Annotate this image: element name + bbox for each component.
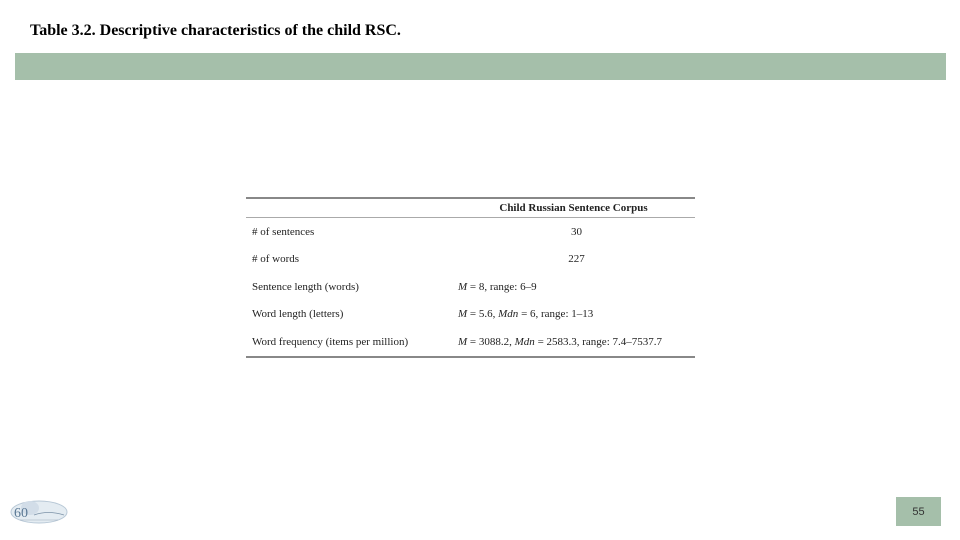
descriptive-table <box>246 197 695 358</box>
table-row <box>246 328 695 356</box>
statistic-text: = 3088.2, <box>467 335 515 348</box>
statistic-text: = 2583.3, range: 7.4–7537.7 <box>534 335 662 348</box>
table-body <box>246 218 695 356</box>
row-label: Word length (letters) <box>252 308 344 321</box>
slide-title: Table 3.2. Descriptive characteristics of the child RSC. <box>30 22 401 39</box>
table-header-corpus: Child Russian Sentence Corpus <box>452 199 695 218</box>
statistic-symbol: Mdn <box>514 335 535 348</box>
row-label: # of sentences <box>252 225 315 238</box>
page-number: 55 <box>896 497 941 526</box>
row-value: 30 <box>571 225 582 238</box>
row-label: Word frequency (items per million) <box>252 335 409 348</box>
statistic-text: = 6, range: 1–13 <box>518 308 594 321</box>
logo-text: 60 <box>14 506 28 521</box>
row-value: 227 <box>568 253 585 266</box>
table-row <box>246 301 695 329</box>
table-header-empty <box>246 199 452 218</box>
row-value <box>452 301 695 329</box>
table-header-row <box>246 199 695 218</box>
row-value <box>452 273 695 301</box>
statistic-text: = 5.6, <box>467 308 499 321</box>
table-row <box>246 218 695 246</box>
statistic-symbol: M <box>458 335 468 348</box>
title-accent-bar <box>15 53 946 80</box>
statistic-symbol: M <box>458 280 468 293</box>
table-row <box>246 273 695 301</box>
statistic-text: = 8, range: 6–9 <box>467 280 537 293</box>
row-label: Sentence length (words) <box>252 280 359 293</box>
anniversary-logo-icon <box>8 496 70 528</box>
row-value <box>452 328 695 356</box>
statistic-symbol: Mdn <box>498 308 519 321</box>
table-row <box>246 246 695 274</box>
statistic-symbol: M <box>458 308 468 321</box>
row-label: # of words <box>252 253 300 266</box>
